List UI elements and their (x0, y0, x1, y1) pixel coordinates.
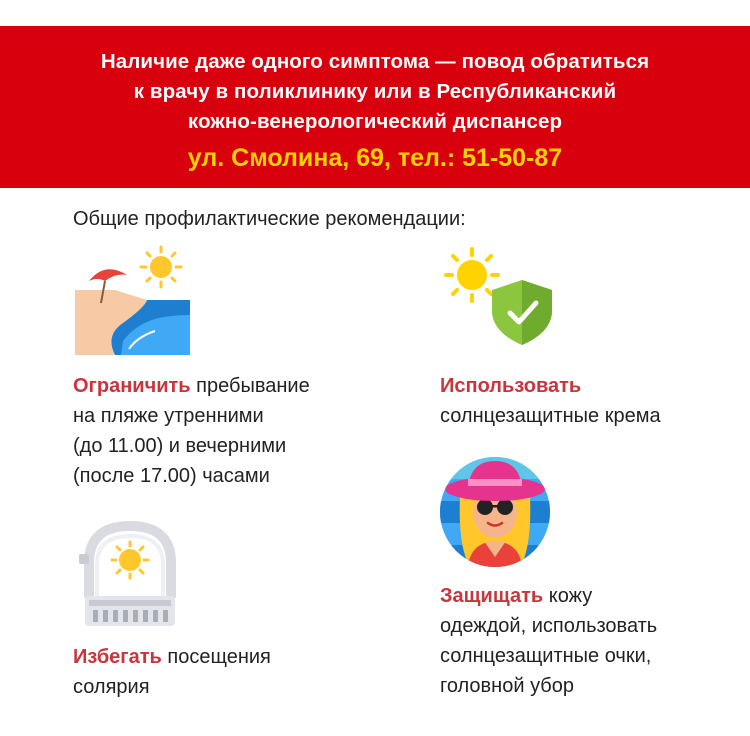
top-strip (0, 0, 750, 26)
hat-icon (445, 461, 545, 501)
sunscreen-accent: Использовать (440, 375, 582, 397)
beach-line2: на пляже утренними (73, 405, 264, 427)
solarium-accent: Избегать (73, 646, 162, 668)
solarium-line2: солярия (73, 676, 150, 698)
solarium-recommendation (73, 642, 271, 702)
recommendations-heading: Общие профилактические рекомендации: (73, 208, 466, 230)
beach-line1-rest: пребывание (190, 375, 310, 397)
symptom-banner (0, 26, 750, 188)
banner-line-2: к врачу в поликлинику или в Республиканский (133, 80, 617, 103)
banner-line-1: Наличие даже одного симптома — повод обратиться (100, 50, 650, 73)
clothing-line3: солнцезащитные очки, (440, 645, 652, 667)
sunscreen-line2: солнцезащитные крема (440, 405, 661, 427)
banner-line-3: кожно-венерологический диспансер (187, 110, 563, 133)
beach-recommendation (73, 371, 310, 491)
solarium-line1-rest: посещения (161, 646, 271, 668)
sun-icon (446, 249, 498, 301)
clothing-recommendation (440, 581, 657, 701)
clothing-accent: Защищать (440, 585, 544, 607)
clothing-line2: одеждой, использовать (440, 615, 658, 637)
beach-line3: (до 11.00) и вечерними (73, 435, 287, 457)
sun-icon (141, 247, 181, 287)
clothing-line4: головной убор (440, 675, 575, 697)
woman-hat-sunglasses-icon (440, 457, 550, 567)
beach-accent: Ограничить (73, 375, 191, 397)
sun-shield-icon (440, 245, 565, 345)
clinic-address: ул. Смолина, 69, тел.: 51-50-87 (187, 144, 563, 172)
solarium-icon (75, 518, 185, 628)
shield-icon (492, 280, 552, 345)
sun-icon (112, 542, 148, 578)
beach-umbrella-sun-icon (75, 245, 190, 355)
beach-line4: (после 17.00) часами (73, 465, 270, 487)
clothing-line1-rest: кожу (543, 585, 593, 607)
sunscreen-recommendation (440, 371, 661, 431)
